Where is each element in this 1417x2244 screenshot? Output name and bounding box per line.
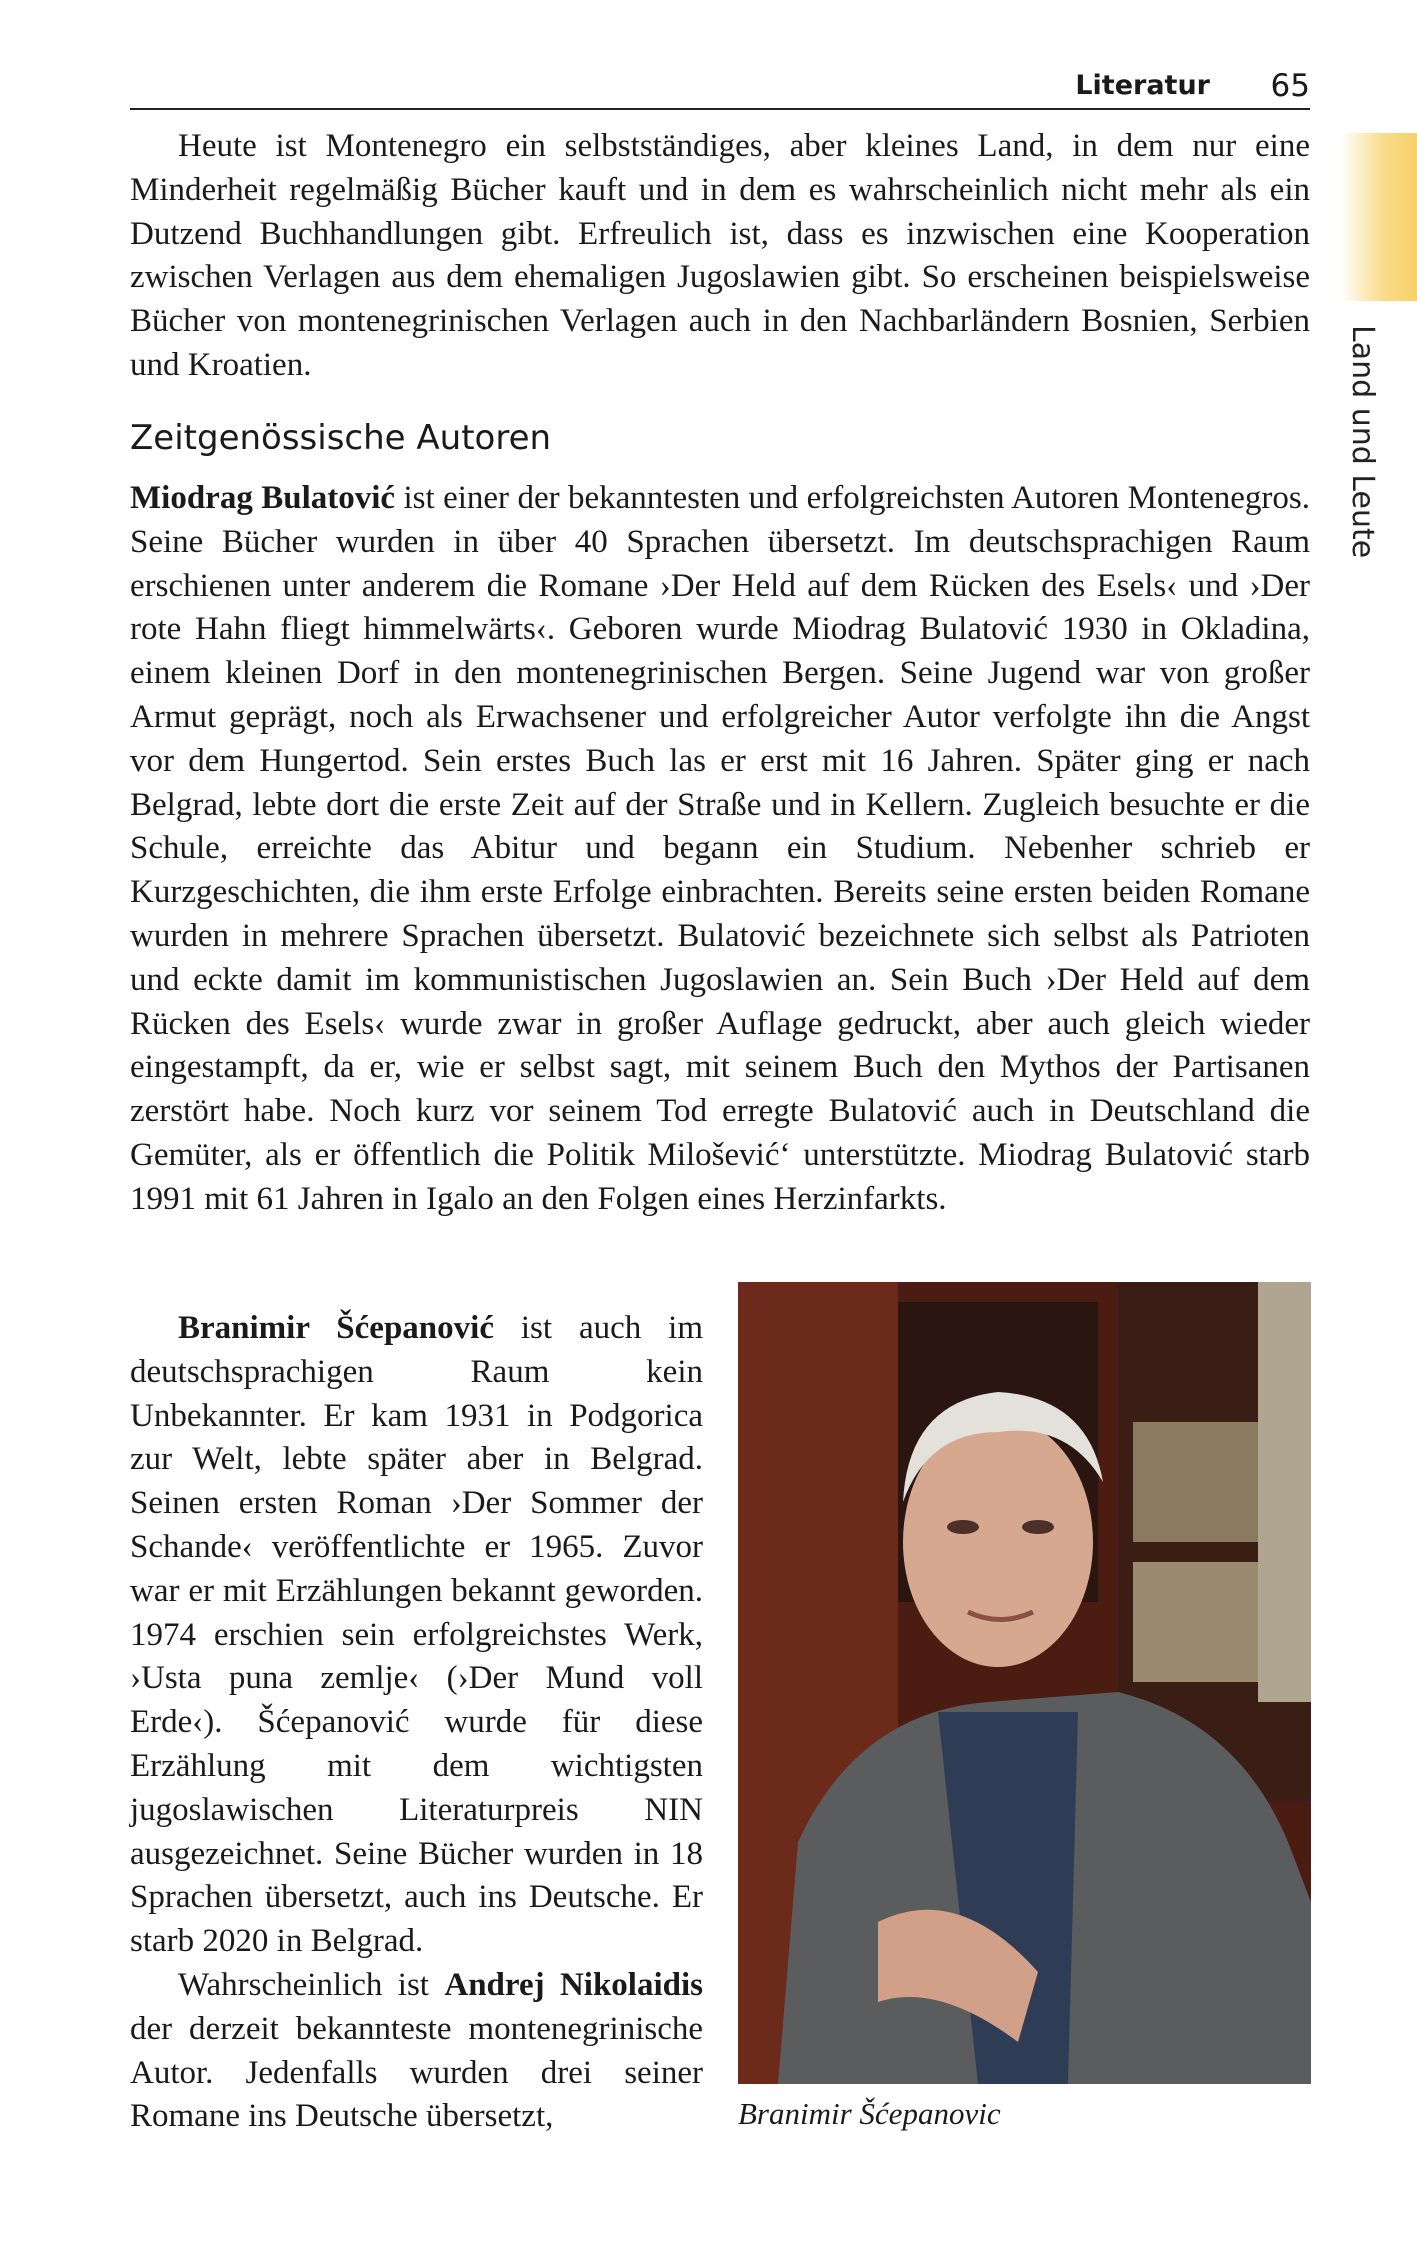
author-name: Branimir Šćepanović: [178, 1310, 494, 1346]
chapter-label-text: Land und Leute: [1345, 325, 1380, 559]
page-number: 65: [1270, 68, 1310, 104]
author-name: Andrej Nikolaidis: [444, 1967, 704, 2003]
photo-caption: Branimir Šćepanovic: [738, 2096, 1001, 2131]
chapter-label: [1340, 325, 1384, 585]
paragraph-nikolaidis: [130, 1964, 703, 2139]
paragraph-text: ist einer der bekanntesten und erfolgreichsten Autoren Montenegros. Seine Bücher wurden in über 40 Sprachen übersetzt. Im deutschsprachigen Raum erschienen unter anderem die Romane ›Der Held auf dem Rücken des Esels‹ und ›Der rote Hahn fliegt himmelwärts‹. Geboren wurde Miodrag Bulatović 1930 in Okladina, einem kleinen Dorf in den montenegrinischen Bergen. Seine Jugend war von großer Armut geprägt, noch als Erwachsener und erfolgreicher Autor verfolgte ihn die Angst vor dem Hungertod. Sein erstes Buch las er erst mit 16 Jahren. Später ging er nach Belgrad, lebte dort die erste Zeit auf der Straße und in Kellern. Zugleich besuchte er die Schule, erreichte das Abitur und begann ein Studium. Nebenher schrieb er Kurzgeschichten, die ihm erste Erfolge einbrachten. Bereits seine ersten beiden Romane wurden in mehrere Sprachen übersetzt. Bulatović bezeichnete sich selbst als Patrioten und eckte damit im kommunistischen Jugoslawien an. Sein Buch ›Der Held auf dem Rücken des Esels‹ wurde zwar in großer Auflage gedruckt, aber auch gleich wieder eingestampft, da er, wie er selbst sagt, mit seinem Buch den Mythos der Partisanen zerstört habe. Noch kurz vor seinem Tod erregte Bulatović auch in Deutschland die Gemüter, als er öffentlich die Politik Milošević‘ unterstützte. Miodrag Bulatović starb 1991 mit 61 Jahren in Igalo an den Folgen eines Herzinfarkts.: [130, 480, 1311, 1217]
section-heading: Zeitgenössische Autoren: [130, 418, 552, 458]
paragraph-bulatovic: [130, 477, 1310, 1222]
paragraph-text: Wahrscheinlich ist: [178, 1967, 445, 2003]
paragraph-intro: Heute ist Montenegro ein selbstständiges, aber kleines Land, in dem nur eine Minderheit regelmäßig Bücher kauft und in dem es wahrscheinlich nicht mehr als ein Dutzend Buchhandlungen gibt. Erfreulich ist, dass es inzwischen eine Kooperation zwischen Verlagen aus dem ehemaligen Jugoslawien gibt. So erscheinen beispielsweise Bücher von montenegrinischen Verlagen auch in den Nachbarländern Bosnien, Serbien und Kroatien.: [130, 128, 1310, 383]
paragraph-scepanovic: [130, 1307, 703, 1964]
chapter-tab: [1340, 133, 1417, 301]
running-header: [130, 66, 1310, 110]
author-name: Miodrag Bulatović: [130, 480, 396, 516]
author-photo: [738, 1282, 1311, 2084]
paragraph-text: der derzeit bekannteste montenegrinische Autor. Jedenfalls wurden drei seiner Romane ins Deutsche übersetzt,: [130, 2010, 703, 2135]
paragraph-text: ist auch im deutschsprachigen Raum kein Unbekannter. Er kam 1931 in Podgorica zur Welt, lebte später aber in Belgrad. Seinen ersten Roman ›Der Sommer der Schande‹ veröffentlichte er 1965. Zuvor war er mit Erzählungen bekannt geworden. 1974 erschien sein erfolgreichstes Werk, ›Usta puna zemlje‹ (›Der Mund voll Erde‹). Šćepanović wurde für diese Erzählung mit dem wichtigsten jugoslawischen Literaturpreis NIN ausgezeichnet. Seine Bücher wurden in 18 Sprachen übersetzt, auch ins Deutsche. Er starb 2020 in Belgrad.: [130, 1310, 703, 1960]
section-title: Literatur: [1075, 70, 1210, 101]
